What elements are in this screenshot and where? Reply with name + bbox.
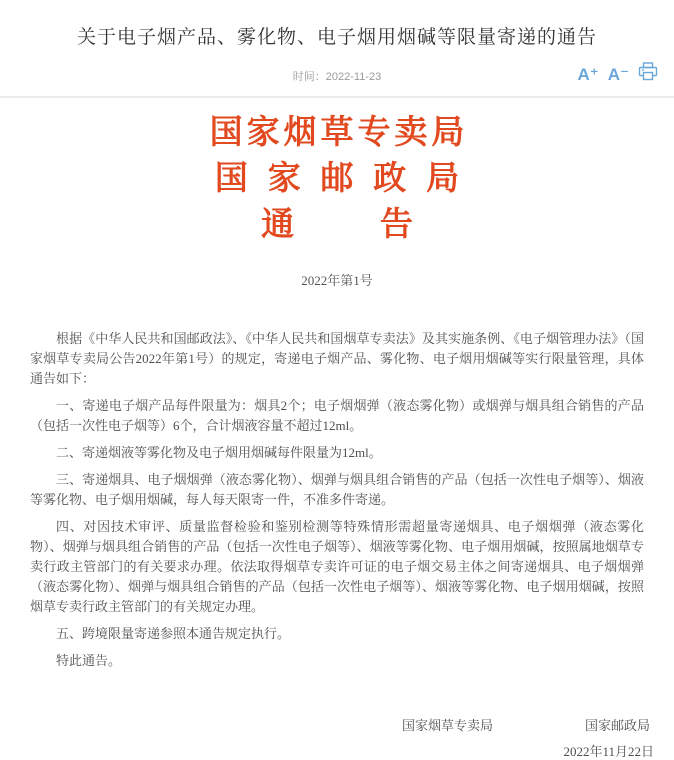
font-decrease-button[interactable]: A⁻ <box>607 64 629 84</box>
notice-page <box>0 26 674 759</box>
publish-time: 时间：2022-11-23 <box>292 71 382 83</box>
footer-agency-tobacco: 国家烟草专卖局 <box>401 718 493 733</box>
doc-number: 2022年第1号 <box>301 273 373 288</box>
font-increase-button[interactable]: A⁺ <box>577 64 599 84</box>
paragraph-item-3: 三、寄递烟具、电子烟烟弹（液态雾化物）、烟弹与烟具组合销售的产品（包括一次性电子烟等）、烟液等雾化物、电子烟用烟碱，每人每天限寄一件，不准多件寄递。 <box>30 472 644 507</box>
print-icon <box>638 62 658 87</box>
paragraph-item-5: 五、跨境限量寄递参照本通告规定执行。 <box>56 626 291 641</box>
print-button[interactable] <box>638 62 658 87</box>
footer-agencies-row <box>0 715 674 734</box>
paragraph-intro: 根据《中华人民共和国邮政法》、《中华人民共和国烟草专卖法》及其实施条例、《电子烟管理办法》（国家烟草专卖局公告2022年第1号）的规定，寄递电子烟产品、雾化物、电子烟用烟碱等实行限量管理，具体通告如下： <box>30 331 644 386</box>
paragraph-item-2: 二、寄递烟液等雾化物及电子烟用烟碱每件限量为12ml。 <box>56 445 382 460</box>
page-title: 关于电子烟产品、雾化物、电子烟用烟碱等限量寄递的通告 <box>76 27 597 48</box>
paragraph-item-1: 一、寄递电子烟产品每件限量为：烟具2个；电子烟烟弹（液态雾化物）或烟弹与烟具组合销售的产品（包括一次性电子烟等）6个，合计烟液容量不超过12ml。 <box>30 398 644 433</box>
heading-line-notice: 通告 <box>261 207 499 243</box>
font-print-toolbar <box>578 62 659 87</box>
footer-date: 2022年11月22日 <box>563 744 654 759</box>
notice-heading <box>0 98 674 248</box>
footer-agency-postal: 国家邮政局 <box>584 718 650 733</box>
meta-row <box>0 58 674 96</box>
heading-line-tobacco-bureau: 国家烟草专卖局 <box>209 115 469 151</box>
notice-footer <box>0 715 674 760</box>
paragraph-item-4: 四、对因技术审评、质量监督检验和鉴别检测等特殊情形需超量寄递烟具、电子烟烟弹（液态雾化物）、烟弹与烟具组合销售的产品（包括一次性电子烟等）、烟液等雾化物、电子烟用烟碱，按照属地烟草专卖行政主管部门的有关要求办理。依法取得烟草专卖许可证的电子烟交易主体之间寄递烟具、电子烟烟弹（液态雾化物）、烟弹与烟具组合销售的产品（包括一次性电子烟等）、烟液等雾化物、电子烟用烟碱，按照烟草专卖行政主管部门的有关规定办理。 <box>30 519 644 614</box>
paragraph-closing: 特此通告。 <box>56 653 122 668</box>
footer-date-row <box>0 741 674 760</box>
heading-line-postal-bureau: 国家邮政局 <box>214 161 479 197</box>
notice-body <box>30 329 644 671</box>
